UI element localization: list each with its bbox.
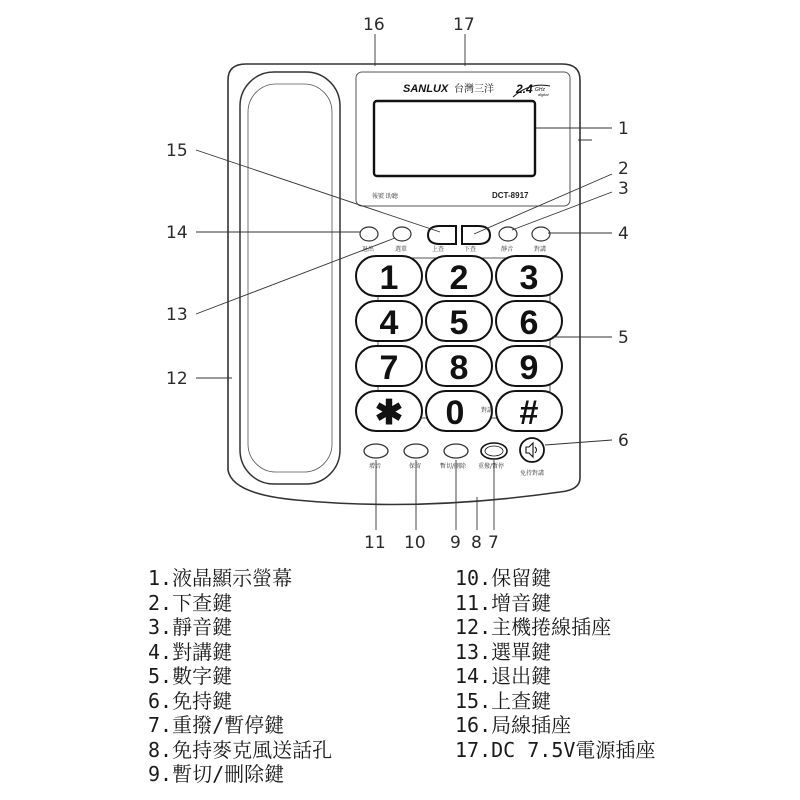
exit-key[interactable] <box>360 227 378 241</box>
display-panel <box>356 72 570 206</box>
legend-item: 4.對講鍵 <box>148 639 233 664</box>
model-number: DCT-8917 <box>492 191 529 200</box>
legend-item: 12.主機捲線插座 <box>455 615 612 639</box>
key-7-label: 7 <box>379 349 399 387</box>
flash-delete-key-label: 暫切/刪除 <box>440 463 467 470</box>
exit-key-label: 退出 <box>362 246 375 253</box>
callout-1: 1 <box>618 119 629 139</box>
callout-13: 13 <box>166 305 188 325</box>
callout-5: 5 <box>618 328 629 348</box>
key-4-label: 4 <box>379 304 399 342</box>
legend-right <box>455 566 655 762</box>
volume-key[interactable] <box>364 444 388 458</box>
up-key-label: 上查 <box>432 246 445 253</box>
legend-item: 15.上查鍵 <box>455 688 552 713</box>
callout-17: 17 <box>453 15 475 35</box>
callout-16: 16 <box>363 15 385 35</box>
brand-en: SANLUX <box>403 83 449 95</box>
legend-item: 5.數字鍵 <box>148 664 233 688</box>
key-2-label: 2 <box>449 259 469 297</box>
hold-key[interactable] <box>404 444 428 458</box>
brand-cn: 台灣三洋 <box>454 84 494 95</box>
legend-item: 2.下查鍵 <box>148 590 233 615</box>
key-8-label: 8 <box>449 349 469 387</box>
up-key[interactable] <box>428 226 456 244</box>
callout-4: 4 <box>618 224 629 244</box>
flash-delete-key[interactable] <box>444 444 468 458</box>
menu-key-label: 選單 <box>395 246 408 253</box>
key-0-sublabel: 對講 <box>481 407 494 414</box>
key-9-label: 9 <box>519 349 539 387</box>
callout-10: 10 <box>404 533 426 553</box>
key-3-label: 3 <box>519 259 539 297</box>
callout-6: 6 <box>618 431 629 451</box>
legend-item: 10.保留鍵 <box>455 566 552 590</box>
menu-key[interactable] <box>393 227 411 241</box>
legend-item: 1.液晶顯示螢幕 <box>148 566 293 590</box>
callout-3: 3 <box>618 179 629 199</box>
legend-item: 14.退出鍵 <box>455 664 552 688</box>
legend-item: 9.暫切/刪除鍵 <box>148 762 285 786</box>
key-hash-label: # <box>519 394 539 432</box>
mute-key-label: 靜音 <box>501 246 514 253</box>
lcd-screen <box>374 101 535 176</box>
callout-2: 2 <box>618 159 629 179</box>
callout-12: 12 <box>166 369 188 389</box>
legend-item: 11.增音鍵 <box>455 590 552 615</box>
speaker-key[interactable] <box>520 438 544 462</box>
legend-item: 3.靜音鍵 <box>148 615 233 639</box>
key-1-label: 1 <box>379 259 399 297</box>
key-star-label: ✱ <box>374 394 404 432</box>
callout-14: 14 <box>166 223 188 243</box>
screen-labels: 報號 助聽 <box>372 193 398 200</box>
badge-sub: GHz <box>535 87 545 93</box>
legend-item: 8.免持麥克風送話孔 <box>148 737 333 762</box>
legend-item: 6.免持鍵 <box>148 688 233 713</box>
callout-15: 15 <box>166 141 188 161</box>
callout-8: 8 <box>471 533 482 553</box>
legend-item: 17.DC 7.5V電源插座 <box>455 737 656 762</box>
intercom-key[interactable] <box>532 227 550 241</box>
speaker-key-label: 免持對講 <box>520 470 545 477</box>
down-key-label: 下查 <box>464 246 477 253</box>
callout-9: 9 <box>450 533 461 553</box>
hold-key-label: 保留 <box>409 463 422 470</box>
intercom-key-label: 對講 <box>534 246 547 253</box>
callout-7: 7 <box>488 533 499 553</box>
legend-item: 16.局線插座 <box>455 713 572 737</box>
legend-item: 7.重撥/暫停鍵 <box>148 713 285 737</box>
badge-main: 2.4 <box>516 82 533 96</box>
badge-digital: digital <box>538 92 549 97</box>
key-0-label: 0 <box>445 394 465 432</box>
legend-item: 13.選單鍵 <box>455 639 552 664</box>
legend-left <box>148 566 332 787</box>
redial-pause-key-label: 重撥/暫停 <box>478 463 505 470</box>
volume-key-label: 增音 <box>369 463 382 470</box>
key-5-label: 5 <box>449 304 469 342</box>
callout-11: 11 <box>364 533 386 553</box>
key-6-label: 6 <box>519 304 539 342</box>
